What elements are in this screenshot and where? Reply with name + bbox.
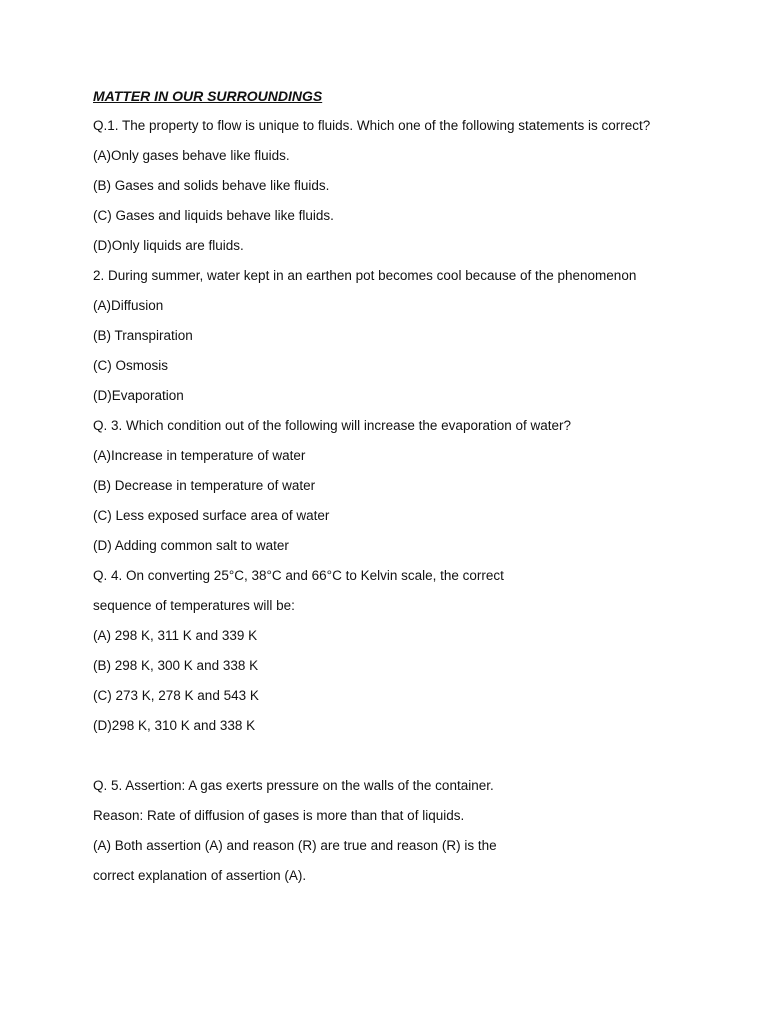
question-4-text: Q. 4. On converting 25°C, 38°C and 66°C to Kelvin scale, the correct bbox=[93, 568, 504, 583]
document-page bbox=[93, 86, 733, 896]
question-2-text: 2. During summer, water kept in an earthen pot becomes cool because of the phenomenon bbox=[93, 268, 637, 283]
question-4-option-c: (C) 273 K, 278 K and 543 K bbox=[93, 688, 259, 703]
question-4-option-a: (A) 298 K, 311 K and 339 K bbox=[93, 628, 258, 643]
question-1-option-a: (A)Only gases behave like fluids. bbox=[93, 148, 290, 163]
question-1-option-c: (C) Gases and liquids behave like fluids. bbox=[93, 208, 334, 223]
question-5-reason: Reason: Rate of diffusion of gases is more than that of liquids. bbox=[93, 808, 465, 823]
question-5-assertion: Q. 5. Assertion: A gas exerts pressure on the walls of the container. bbox=[93, 778, 494, 793]
question-3-option-c: (C) Less exposed surface area of water bbox=[93, 508, 330, 523]
question-4-option-d: (D)298 K, 310 K and 338 K bbox=[93, 718, 256, 733]
question-3-option-d: (D) Adding common salt to water bbox=[93, 538, 289, 553]
question-1-option-d: (D)Only liquids are fluids. bbox=[93, 238, 244, 253]
question-5-option-a-continued: correct explanation of assertion (A). bbox=[93, 868, 307, 883]
question-3-option-a: (A)Increase in temperature of water bbox=[93, 448, 306, 463]
question-2-option-d: (D)Evaporation bbox=[93, 388, 184, 403]
blank-line bbox=[93, 746, 733, 776]
question-1-option-b: (B) Gases and solids behave like fluids. bbox=[93, 178, 330, 193]
question-2-option-a: (A)Diffusion bbox=[93, 298, 164, 313]
question-3-text: Q. 3. Which condition out of the following will increase the evaporation of water? bbox=[93, 418, 572, 433]
question-5-option-a: (A) Both assertion (A) and reason (R) are true and reason (R) is the bbox=[93, 838, 497, 853]
question-4-option-b: (B) 298 K, 300 K and 338 K bbox=[93, 658, 259, 673]
question-1-text: Q.1. The property to flow is unique to fluids. Which one of the following statements is correct? bbox=[93, 118, 651, 133]
question-2-option-b: (B) Transpiration bbox=[93, 328, 193, 343]
question-3-option-b: (B) Decrease in temperature of water bbox=[93, 478, 316, 493]
document-title: MATTER IN OUR SURROUNDINGS bbox=[93, 88, 323, 104]
question-2-option-c: (C) Osmosis bbox=[93, 358, 168, 373]
question-4-text-continued: sequence of temperatures will be: bbox=[93, 598, 295, 613]
